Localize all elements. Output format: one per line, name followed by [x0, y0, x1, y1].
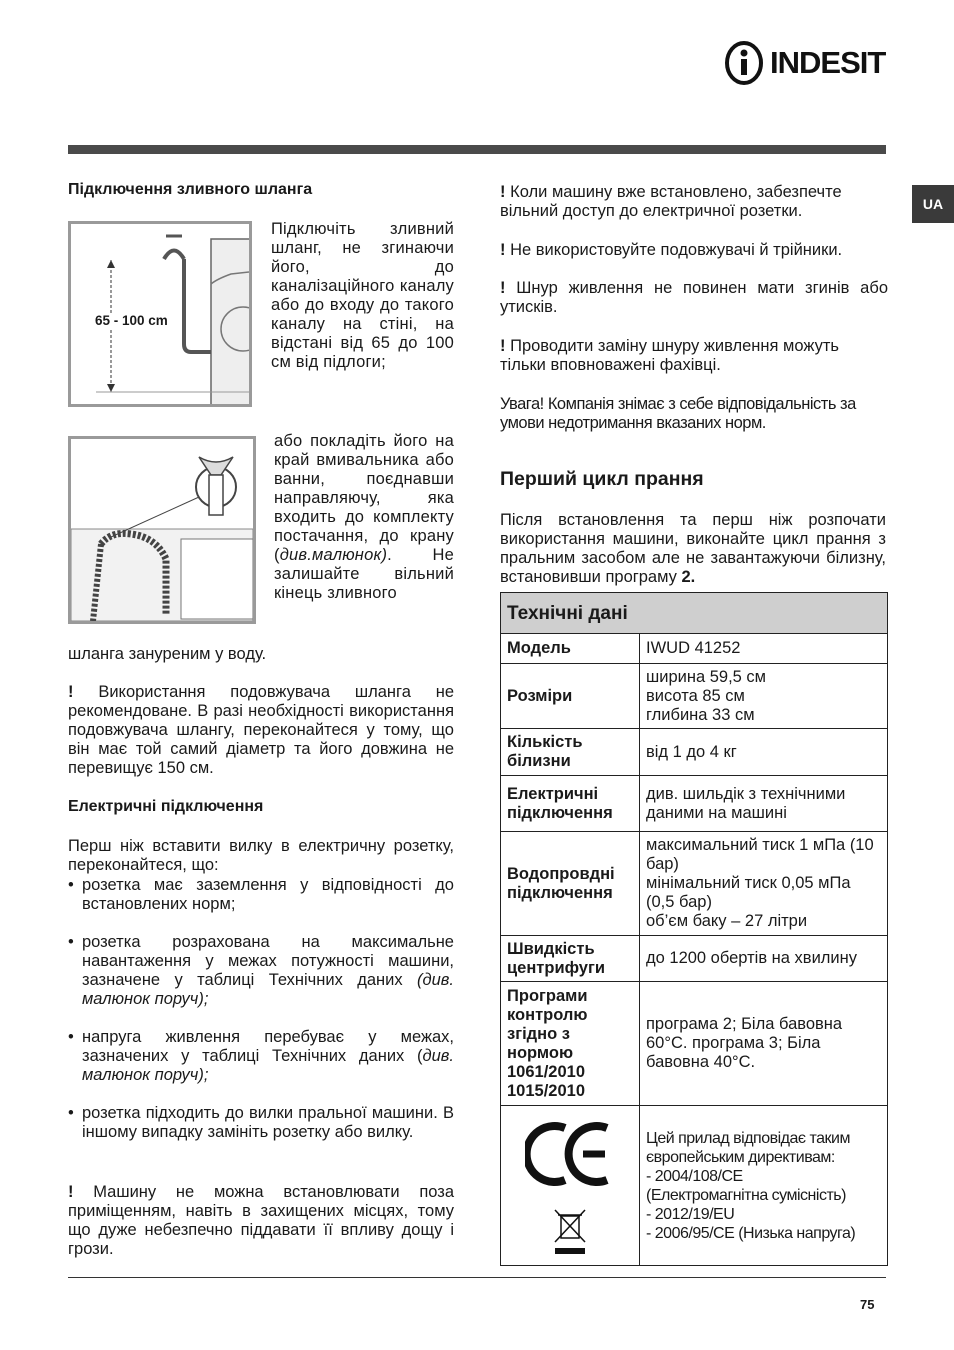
- spec-value: [640, 664, 888, 729]
- weee-bin-icon: [555, 1210, 585, 1254]
- spec-key: Розміри: [501, 664, 640, 729]
- directive-line: - 2006/95/CE (Низька напруга): [646, 1224, 856, 1242]
- directive-line: - 2012/19/EU: [646, 1205, 735, 1223]
- drain-paragraph-2-end: шланга зануреним у воду.: [68, 645, 267, 663]
- adapter-warning-text: Не використовуйте подовжувачі й трійники.: [510, 241, 843, 259]
- table-row: [501, 1106, 888, 1266]
- spec-value: програма 2; Біла бавовна 60°C. програма 3; Біла бавовна 40°C.: [640, 982, 888, 1106]
- drain-p2-tail: . Не залишайте вільний кінець зливного: [274, 546, 454, 602]
- table-row: [501, 776, 888, 832]
- spec-value-line: висота 85 см: [646, 686, 745, 705]
- warning-mark: !: [500, 241, 506, 259]
- list-item: [68, 933, 454, 1009]
- sink-hose-illustration: [71, 439, 253, 621]
- list-item: • розетка має заземлення у відповідності до встановлених норм;: [68, 876, 454, 914]
- spec-key: Водопровдні підключення: [501, 832, 640, 936]
- spec-value: до 1200 обертів на хвилину: [640, 936, 888, 982]
- socket-access-warning: [500, 183, 888, 221]
- table-row: [501, 664, 888, 729]
- language-tab: UA: [912, 185, 954, 223]
- outdoor-warning-text: Машину не можна встановлювати поза приміщенням, навіть в захищених місцях, тому що дуже небезпечно піддавати її впливу дощу і грози.: [68, 1183, 454, 1258]
- drain-height-figure: [68, 221, 252, 407]
- adapter-warning: [500, 241, 888, 260]
- logo-i-icon: [724, 40, 768, 86]
- bullet-3-text: напруга живлення перебуває у межах, зазначених у таблиці Технічних даних (: [82, 1028, 454, 1065]
- spec-key: Електричні підключення: [501, 776, 640, 832]
- electrical-heading: Електричні підключення: [68, 798, 264, 815]
- electrical-intro: Перш ніж вставити вилку в електричну розетку, переконайтеся, що:: [68, 837, 454, 874]
- table-row: [501, 729, 888, 776]
- warning-mark: !: [68, 1183, 74, 1201]
- spec-key: Програми контролю згідно з нормою 1061/2010 1015/2010: [501, 982, 640, 1106]
- bullet-2-italic: (див. малюнок поруч);: [82, 971, 454, 1008]
- list-item: [68, 1028, 454, 1085]
- spec-value: IWUD 41252: [640, 634, 888, 664]
- table-row: [501, 634, 888, 664]
- list-item: • розетка підходить до вилки пральної машини. В іншому випадку замініть розетку або вилку.: [68, 1104, 454, 1142]
- first-cycle-text: [500, 511, 886, 587]
- liability-notice: Увага! Компанія знімає з себе відповідальність за умови недотримання вказаних норм.: [500, 395, 856, 432]
- extension-warning-text: Використання подовжувача шланга не рекомендоване. В разі необхідності використання подовжувача шлангу, переконайтеся у тому, що він має той самий діаметр та його довжина не перевищує 150 см.: [68, 683, 454, 777]
- warning-mark: !: [500, 183, 506, 201]
- extension-warning: [68, 683, 454, 778]
- table-row: [501, 936, 888, 982]
- page-number: 75: [860, 1297, 875, 1312]
- directives-cell: [640, 1106, 888, 1266]
- warning-mark: !: [500, 337, 506, 355]
- spec-value-line: ширина 59,5 см: [646, 667, 767, 686]
- outdoor-warning: [68, 1183, 454, 1259]
- directive-line: (Електромагнітна сумісність): [646, 1186, 846, 1204]
- first-cycle-body: Після встановлення та перш ніж розпочати використання машини, виконайте цикл прання з пральним засобом але не завантажуючи білизну, встановивши програму: [500, 511, 886, 586]
- directive-line: - 2004/108/CE: [646, 1167, 743, 1185]
- warning-mark: !: [500, 279, 506, 297]
- height-range-label: 65 - 100 cm: [95, 313, 168, 328]
- brand-name: INDESIT: [770, 45, 886, 80]
- sink-hose-figure: [68, 436, 256, 624]
- spec-value: див. шильдік з технічними даними на машині: [640, 776, 888, 832]
- drain-paragraph-1: Підключіть зливний шланг, не згинаючи його, до каналізаційного каналу або до входу до такого каналу на стіні, на відстані від 65 до 100 см від підлоги;: [271, 220, 454, 371]
- spec-key: Кількість білизни: [501, 729, 640, 776]
- cord-warning: [500, 279, 888, 317]
- first-cycle-heading: Перший цикл прання: [500, 468, 704, 490]
- warning-mark: !: [68, 683, 74, 701]
- spec-value-line: глибина 33 см: [646, 705, 755, 724]
- brand-logo: [724, 40, 886, 86]
- table-row: [501, 832, 888, 936]
- spec-key: Швидкість центрифуги: [501, 936, 640, 982]
- drain-p2-italic: див.малюнок): [279, 546, 388, 564]
- spec-value: від 1 до 4 кг: [640, 729, 888, 776]
- cord-replacement-text: Проводити заміну шнуру живлення можуть тільки вповноважені фахівці.: [500, 337, 839, 374]
- drain-paragraph-2: [274, 432, 454, 603]
- bullet-2-text: розетка розрахована на максимальне навантаження у межах потужності машини, зазначене у таблиці Технічних даних: [82, 933, 454, 989]
- electrical-checklist: [68, 876, 454, 1142]
- spec-table: [500, 592, 888, 1266]
- spec-value-line: мінімальний тиск 0,05 мПа (0,5 бар): [646, 874, 851, 911]
- directive-line: Цей прилад відповідає таким європейським директивам:: [646, 1129, 850, 1166]
- ce-mark-icon: [525, 1108, 615, 1258]
- cord-replacement-warning: [500, 337, 888, 375]
- socket-access-text: Коли машину вже встановлено, забезпечте вільний доступ до електричної розетки.: [500, 183, 842, 220]
- cord-warning-text: Шнур живлення не повинен мати згинів або утисків.: [500, 279, 888, 316]
- spec-value-line: максимальний тиск 1 мПа (10 бар): [646, 836, 874, 873]
- certification-marks: [501, 1106, 640, 1266]
- footer-rule: [68, 1277, 886, 1278]
- spec-value: [640, 832, 888, 936]
- spec-key: Модель: [501, 634, 640, 664]
- drain-p2-text: або покладіть його на край вмивальника або ванни, поєднавши направляючу, яка входить до комплекту постачання, до крану (: [274, 432, 454, 564]
- header-rule: [68, 145, 886, 154]
- spec-table-title: Технічні дані: [501, 593, 888, 634]
- spec-value-line: об’єм баку – 27 літри: [646, 912, 808, 930]
- drain-heading: Підключення зливного шланга: [68, 181, 313, 198]
- first-cycle-program: 2.: [681, 568, 696, 586]
- bullet-3-italic: див. малюнок поруч);: [82, 1047, 454, 1084]
- table-row: [501, 982, 888, 1106]
